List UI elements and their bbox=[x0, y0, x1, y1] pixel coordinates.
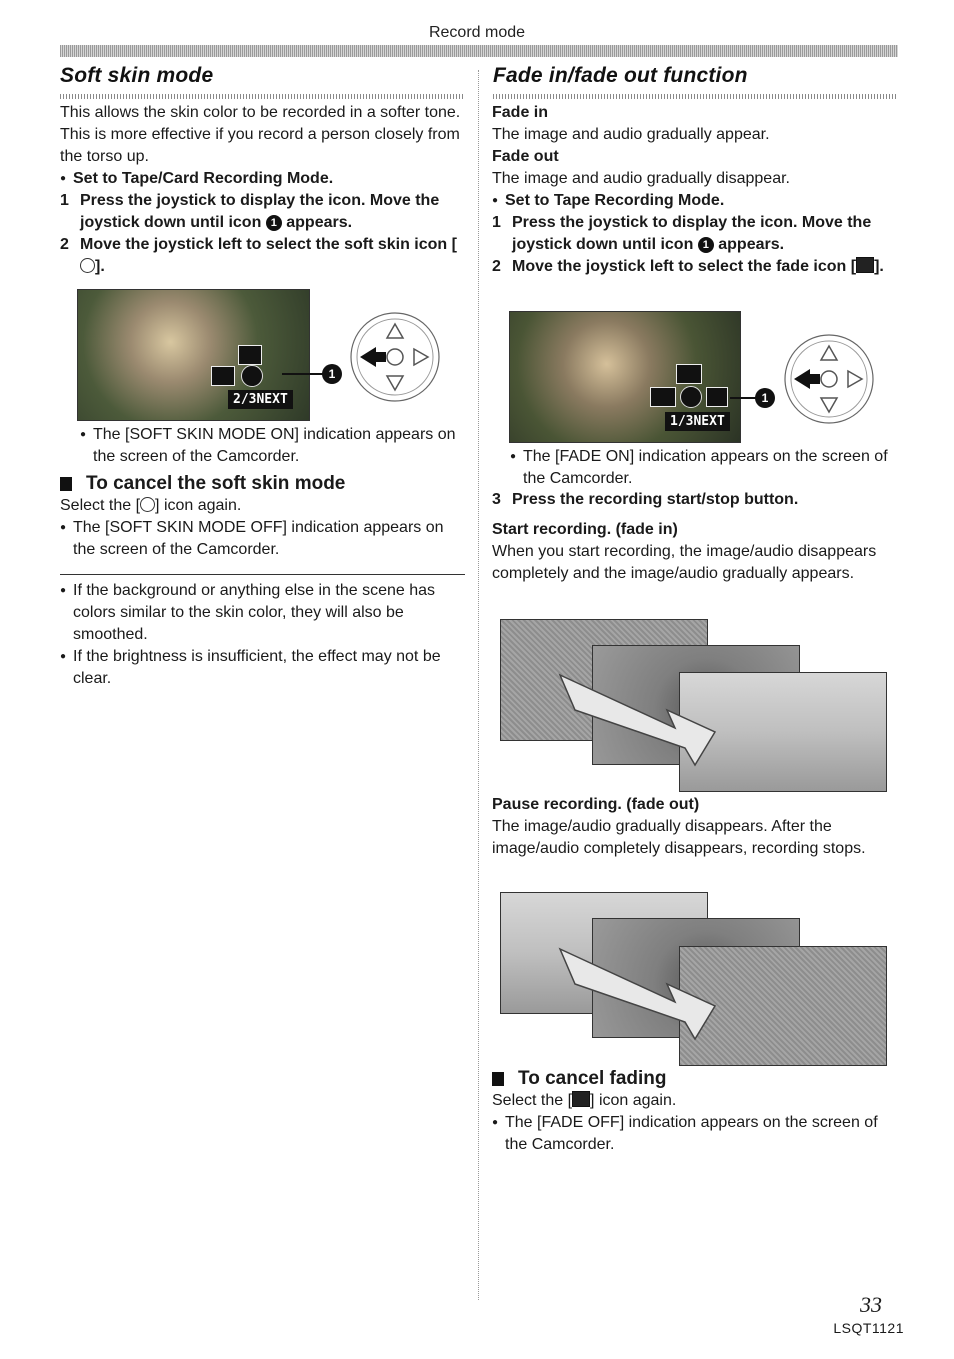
callout-1-icon: 1 bbox=[755, 388, 775, 408]
step-number: 2 bbox=[60, 236, 69, 253]
start-recording-text: When you start recording, the image/audio disappears completely and the image/audio gradually appears. bbox=[492, 543, 877, 582]
soft-skin-screen-image bbox=[77, 289, 310, 421]
step-text: Move the joystick left to select the soft skin icon [ bbox=[80, 236, 457, 253]
soft-skin-body bbox=[60, 102, 465, 278]
fade-set-mode: ● Set to Tape Recording Mode. bbox=[492, 190, 902, 212]
fade-title: Fade in/fade out function bbox=[493, 64, 748, 87]
info-icon bbox=[706, 387, 728, 407]
soft-skin-intro: This allows the skin color to be recorded in a softer tone. This is more effective if you record a person closely from the torso up. bbox=[60, 104, 461, 165]
square-bullet-icon bbox=[492, 1072, 504, 1086]
fade-step-3-block bbox=[492, 489, 902, 511]
step-number: 1 bbox=[60, 192, 69, 209]
fade-cancel-text bbox=[492, 1090, 902, 1112]
soft-skin-off-note: ● The [SOFT SKIN MODE OFF] indication appears on the screen of the Camcorder. bbox=[60, 517, 470, 561]
fade-pause-block bbox=[492, 794, 902, 860]
fade-in-heading: Fade in bbox=[492, 104, 549, 121]
joystick-left-icon bbox=[782, 332, 876, 426]
title-underline bbox=[60, 94, 465, 99]
screen-page-indicator: 1/3NEXT bbox=[665, 412, 730, 431]
pause-recording-text: The image/audio gradually disappears. After the image/audio completely disappears, recording stops. bbox=[492, 818, 866, 857]
fade-out-text: The image and audio gradually disappear. bbox=[492, 170, 790, 187]
note-item: ● If the background or anything else in the scene has colors similar to the skin color, they will also be smoothed. bbox=[60, 580, 465, 646]
callout-1-icon: 1 bbox=[266, 215, 282, 231]
document-code: LSQT1121 bbox=[833, 1320, 904, 1336]
header-bar bbox=[60, 45, 898, 57]
soft-skin-cancel-section bbox=[60, 473, 470, 561]
step-text: Press the joystick to display the icon. Move the joystick down until icon bbox=[512, 214, 872, 253]
step-text: Press the joystick to display the icon. Move the joystick down until icon bbox=[80, 192, 440, 231]
start-recording-heading: Start recording. (fade in) bbox=[492, 521, 678, 538]
cancel-text-start: Select the [ bbox=[60, 497, 141, 514]
osd-dot-icon bbox=[241, 365, 263, 387]
soft-skin-step-1 bbox=[60, 190, 465, 234]
soft-skin-title: Soft skin mode bbox=[60, 64, 214, 87]
fade-step-2 bbox=[492, 256, 902, 278]
step-number: 3 bbox=[492, 491, 501, 508]
fade-icon bbox=[572, 1091, 590, 1107]
night-icon bbox=[238, 345, 262, 365]
soft-skin-set-mode: ● Set to Tape/Card Recording Mode. bbox=[60, 168, 465, 190]
fade-icon bbox=[856, 257, 874, 273]
page-section-title: Record mode bbox=[428, 24, 526, 41]
fade-step-1 bbox=[492, 212, 902, 256]
pause-recording-heading: Pause recording. (fade out) bbox=[492, 796, 700, 813]
fade-out-heading: Fade out bbox=[492, 148, 559, 165]
fade-in-text: The image and audio gradually appear. bbox=[492, 126, 770, 143]
step-number: 2 bbox=[492, 258, 501, 275]
notes-rule bbox=[60, 574, 465, 575]
column-divider bbox=[478, 70, 479, 1300]
square-bullet-icon bbox=[60, 477, 72, 491]
fade-osd-icon bbox=[650, 387, 676, 407]
step-text: Move the joystick left to select the fade icon [ bbox=[512, 258, 857, 275]
page-number: 33 bbox=[860, 1292, 882, 1317]
fade-on-text: ● The [FADE ON] indication appears on the screen of the Camcorder. bbox=[510, 446, 900, 490]
step-number: 1 bbox=[492, 214, 501, 231]
cancel-heading-text: To cancel fading bbox=[518, 1068, 667, 1089]
osd-dot-icon bbox=[680, 386, 702, 408]
fade-cancel-section bbox=[492, 1068, 902, 1156]
fade-start-block bbox=[492, 519, 892, 585]
step-text-end: appears. bbox=[286, 214, 353, 231]
soft-skin-icon bbox=[140, 497, 155, 512]
note-item: ● If the brightness is insufficient, the effect may not be clear. bbox=[60, 646, 465, 690]
fade-cancel-heading bbox=[492, 1068, 902, 1090]
screen-page-indicator: 2/3NEXT bbox=[228, 390, 293, 409]
soft-skin-osd-icon bbox=[211, 366, 235, 386]
soft-skin-on-note bbox=[80, 424, 470, 468]
fade-step-3 bbox=[492, 489, 902, 511]
soft-skin-cancel-text bbox=[60, 495, 470, 517]
soft-skin-icon bbox=[80, 258, 95, 273]
cancel-heading-text: To cancel the soft skin mode bbox=[86, 473, 346, 494]
fade-in-arrow-icon bbox=[555, 670, 725, 770]
fade-out-arrow-icon bbox=[555, 944, 725, 1044]
fade-screen-image bbox=[509, 311, 741, 443]
cancel-text-end: ] icon again. bbox=[155, 497, 242, 514]
soft-skin-cancel-heading bbox=[60, 473, 470, 495]
callout-1-icon: 1 bbox=[698, 237, 714, 253]
soft-skin-notes bbox=[60, 580, 465, 690]
callout-1-icon: 1 bbox=[322, 364, 342, 384]
fade-on-note bbox=[510, 446, 900, 490]
joystick-left-icon bbox=[348, 310, 442, 404]
cancel-text-start: Select the [ bbox=[492, 1092, 573, 1109]
fade-off-note: ● The [FADE OFF] indication appears on the screen of the Camcorder. bbox=[492, 1112, 902, 1156]
title-underline bbox=[493, 94, 898, 99]
soft-skin-step-2 bbox=[60, 234, 465, 278]
step-text: Press the recording start/stop button. bbox=[512, 491, 799, 508]
step-text-end: ]. bbox=[874, 258, 884, 275]
step-text-end: ]. bbox=[95, 258, 105, 275]
step-text-end: appears. bbox=[718, 236, 785, 253]
cancel-text-end: ] icon again. bbox=[590, 1092, 677, 1109]
fade-body bbox=[492, 102, 902, 278]
backlight-icon bbox=[676, 364, 702, 384]
soft-skin-on-text: ● The [SOFT SKIN MODE ON] indication appears on the screen of the Camcorder. bbox=[80, 424, 470, 468]
